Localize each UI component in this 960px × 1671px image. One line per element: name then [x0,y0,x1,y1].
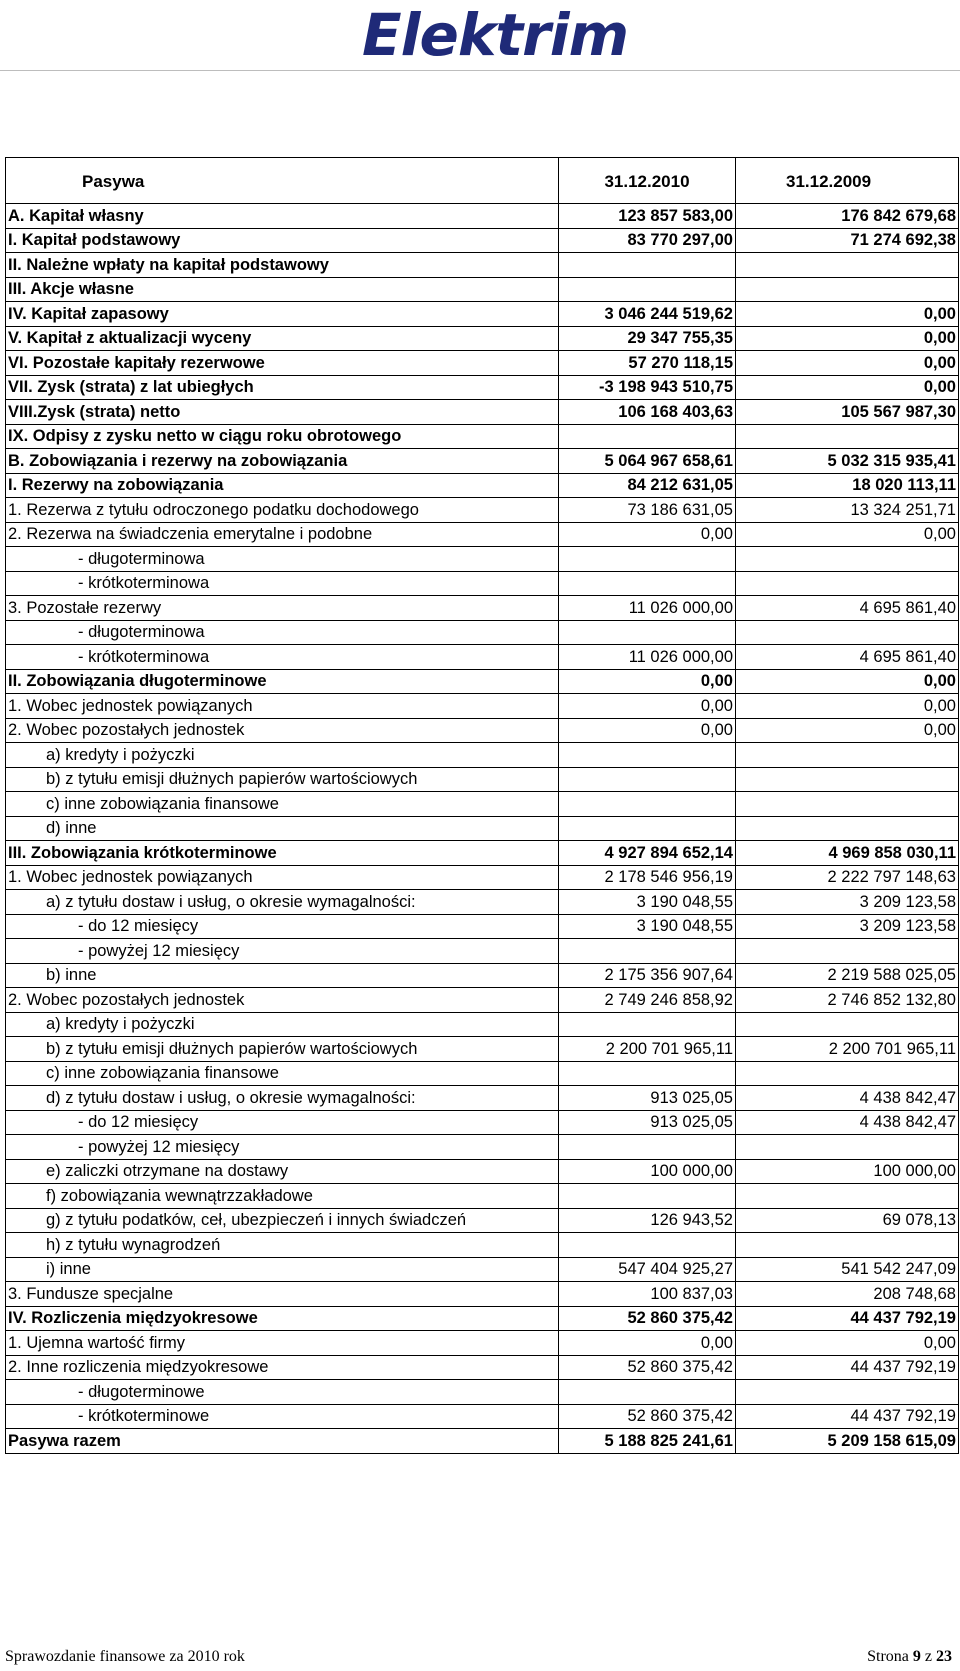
value-2010 [559,277,736,302]
table-row [6,547,959,572]
table-row [6,1282,959,1307]
value-2010: 3 190 048,55 [559,914,736,939]
value-2010 [559,571,736,596]
table-row [6,375,959,400]
row-label: IV. Rozliczenia międzyokresowe [6,1306,559,1331]
value-2009: 0,00 [736,351,959,376]
value-2010: 57 270 118,15 [559,351,736,376]
table-row [6,302,959,327]
balance-sheet-table [5,157,959,1454]
row-label: - krótkoterminowe [6,1404,559,1429]
table-row [6,792,959,817]
value-2010: 11 026 000,00 [559,596,736,621]
table-row [6,620,959,645]
table-row [6,1208,959,1233]
table-row [6,277,959,302]
value-2009: 4 969 858 030,11 [736,841,959,866]
row-label: V. Kapitał z aktualizacji wyceny [6,326,559,351]
table-row [6,1331,959,1356]
row-label: 1. Rezerwa z tytułu odroczonego podatku dochodowego [6,498,559,523]
row-label: g) z tytułu podatków, ceł, ubezpieczeń i innych świadczeń [6,1208,559,1233]
table-row [6,473,959,498]
value-2010: 913 025,05 [559,1110,736,1135]
table-row [6,645,959,670]
value-2009: 44 437 792,19 [736,1404,959,1429]
value-2010: 2 175 356 907,64 [559,963,736,988]
table-row [6,1404,959,1429]
value-2009: 69 078,13 [736,1208,959,1233]
elektrim-logo: Elektrim [362,1,629,69]
row-label: 2. Wobec pozostałych jednostek [6,988,559,1013]
table-row [6,1086,959,1111]
value-2009: 176 842 679,68 [736,204,959,229]
row-label: c) inne zobowiązania finansowe [6,792,559,817]
row-label: 2. Inne rozliczenia międzyokresowe [6,1355,559,1380]
table-row [6,694,959,719]
table-row [6,253,959,278]
value-2009: 208 748,68 [736,1282,959,1307]
value-2009 [736,547,959,572]
table-row [6,498,959,523]
row-label: III. Akcje własne [6,277,559,302]
row-label: - krótkoterminowa [6,645,559,670]
table-row [6,743,959,768]
value-2009: 4 695 861,40 [736,596,959,621]
table-row [6,596,959,621]
row-label: 1. Wobec jednostek powiązanych [6,865,559,890]
value-2010 [559,1184,736,1209]
value-2009: 0,00 [736,375,959,400]
value-2009 [736,816,959,841]
table-row [6,351,959,376]
footer-page-separator: z [920,1648,936,1665]
value-2010: 100 000,00 [559,1159,736,1184]
value-2010 [559,1135,736,1160]
table-row [6,1429,959,1454]
value-2010: 0,00 [559,669,736,694]
value-2009: 0,00 [736,326,959,351]
row-label: b) inne [6,963,559,988]
value-2009: 71 274 692,38 [736,228,959,253]
row-label: 3. Pozostałe rezerwy [6,596,559,621]
row-label: a) z tytułu dostaw i usług, o okresie wymagalności: [6,890,559,915]
table-row [6,767,959,792]
table-row [6,865,959,890]
table-row [6,718,959,743]
row-label: VIII.Zysk (strata) netto [6,400,559,425]
row-label: - długoterminowe [6,1380,559,1405]
value-2010 [559,939,736,964]
table-row [6,1135,959,1160]
value-2009: 4 438 842,47 [736,1110,959,1135]
value-2009: 44 437 792,19 [736,1355,959,1380]
value-2010: 0,00 [559,1331,736,1356]
row-label: A. Kapitał własny [6,204,559,229]
value-2010 [559,1380,736,1405]
value-2010: 83 770 297,00 [559,228,736,253]
value-2010: 0,00 [559,522,736,547]
row-label: VI. Pozostałe kapitały rezerwowe [6,351,559,376]
value-2009: 13 324 251,71 [736,498,959,523]
value-2009: 541 542 247,09 [736,1257,959,1282]
value-2010 [559,1061,736,1086]
value-2009 [736,1380,959,1405]
value-2009 [736,620,959,645]
value-2010: 913 025,05 [559,1086,736,1111]
row-label: e) zaliczki otrzymane na dostawy [6,1159,559,1184]
value-2009: 2 200 701 965,11 [736,1037,959,1062]
value-2010: 100 837,03 [559,1282,736,1307]
value-2010: 2 178 546 956,19 [559,865,736,890]
value-2010: 2 749 246 858,92 [559,988,736,1013]
value-2010: 126 943,52 [559,1208,736,1233]
value-2009 [736,277,959,302]
row-label: III. Zobowiązania krótkoterminowe [6,841,559,866]
value-2010: 0,00 [559,718,736,743]
value-2010: 3 046 244 519,62 [559,302,736,327]
value-2009 [736,1135,959,1160]
value-2010: -3 198 943 510,75 [559,375,736,400]
footer-page-number [867,1648,952,1666]
value-2010: 11 026 000,00 [559,645,736,670]
row-label: - do 12 miesięcy [6,1110,559,1135]
table-row [6,841,959,866]
value-2010 [559,1012,736,1037]
value-2009: 18 020 113,11 [736,473,959,498]
value-2010 [559,620,736,645]
value-2010: 3 190 048,55 [559,890,736,915]
value-2010: 2 200 701 965,11 [559,1037,736,1062]
row-label: b) z tytułu emisji dłużnych papierów wartościowych [6,1037,559,1062]
table-row [6,400,959,425]
row-label: VII. Zysk (strata) z lat ubiegłych [6,375,559,400]
row-label: 2. Wobec pozostałych jednostek [6,718,559,743]
table-row [6,890,959,915]
value-2010: 0,00 [559,694,736,719]
value-2010: 73 186 631,05 [559,498,736,523]
table-row [6,204,959,229]
value-2009 [736,743,959,768]
table-row [6,988,959,1013]
row-label: 1. Ujemna wartość firmy [6,1331,559,1356]
table-row [6,571,959,596]
value-2009 [736,424,959,449]
value-2010: 5 064 967 658,61 [559,449,736,474]
table-row [6,522,959,547]
footer-total-pages: 23 [936,1648,952,1665]
row-label: I. Kapitał podstawowy [6,228,559,253]
value-2009: 0,00 [736,694,959,719]
value-2009: 4 438 842,47 [736,1086,959,1111]
value-2009: 0,00 [736,669,959,694]
row-label: 1. Wobec jednostek powiązanych [6,694,559,719]
table-row [6,816,959,841]
row-label: Pasywa razem [6,1429,559,1454]
table-row [6,228,959,253]
footer-page-prefix: Strona [867,1648,913,1665]
value-2010 [559,253,736,278]
value-2009: 100 000,00 [736,1159,959,1184]
page-header [0,0,960,71]
value-2010: 52 860 375,42 [559,1404,736,1429]
value-2009 [736,253,959,278]
value-2009: 2 219 588 025,05 [736,963,959,988]
value-2010 [559,1233,736,1258]
value-2009: 2 222 797 148,63 [736,865,959,890]
value-2010: 4 927 894 652,14 [559,841,736,866]
table-row [6,1159,959,1184]
value-2010 [559,767,736,792]
row-label: IX. Odpisy z zysku netto w ciągu roku obrotowego [6,424,559,449]
value-2009 [736,939,959,964]
table-row [6,1355,959,1380]
row-label: - krótkoterminowa [6,571,559,596]
table-row [6,669,959,694]
value-2010 [559,792,736,817]
row-label: 2. Rezerwa na świadczenia emerytalne i podobne [6,522,559,547]
row-label: B. Zobowiązania i rezerwy na zobowiązania [6,449,559,474]
table-header-row [6,158,959,204]
value-2009: 0,00 [736,1331,959,1356]
row-label: i) inne [6,1257,559,1282]
table-row [6,326,959,351]
value-2009: 3 209 123,58 [736,914,959,939]
table-row [6,914,959,939]
row-label: f) zobowiązania wewnątrzzakładowe [6,1184,559,1209]
value-2009 [736,792,959,817]
table-row [6,963,959,988]
table-row [6,1380,959,1405]
value-2010 [559,816,736,841]
value-2010: 547 404 925,27 [559,1257,736,1282]
row-label: - do 12 miesięcy [6,914,559,939]
footer-current-page: 9 [912,1648,921,1665]
value-2009: 0,00 [736,302,959,327]
table-row [6,939,959,964]
row-label: a) kredyty i pożyczki [6,743,559,768]
table-row [6,1037,959,1062]
value-2010: 52 860 375,42 [559,1306,736,1331]
table-row [6,1061,959,1086]
column-header-2009: 31.12.2009 [736,158,959,204]
row-label: - długoterminowa [6,547,559,572]
value-2010: 5 188 825 241,61 [559,1429,736,1454]
table-row [6,1184,959,1209]
value-2009: 0,00 [736,718,959,743]
footer-report-title: Sprawozdanie finansowe za 2010 rok [5,1648,245,1665]
value-2009 [736,1233,959,1258]
value-2009 [736,1012,959,1037]
row-label: 3. Fundusze specjalne [6,1282,559,1307]
row-label: I. Rezerwy na zobowiązania [6,473,559,498]
value-2009: 3 209 123,58 [736,890,959,915]
row-label: b) z tytułu emisji dłużnych papierów wartościowych [6,767,559,792]
row-label: h) z tytułu wynagrodzeń [6,1233,559,1258]
row-label: II. Zobowiązania długoterminowe [6,669,559,694]
value-2009 [736,571,959,596]
table-row [6,449,959,474]
value-2010 [559,743,736,768]
value-2010: 29 347 755,35 [559,326,736,351]
value-2009: 0,00 [736,522,959,547]
row-label: a) kredyty i pożyczki [6,1012,559,1037]
row-label: - powyżej 12 miesięcy [6,939,559,964]
value-2010 [559,547,736,572]
value-2010: 84 212 631,05 [559,473,736,498]
table-row [6,1257,959,1282]
table-row [6,1233,959,1258]
table-row [6,1110,959,1135]
value-2009: 105 567 987,30 [736,400,959,425]
row-label: - długoterminowa [6,620,559,645]
row-label: II. Należne wpłaty na kapitał podstawowy [6,253,559,278]
value-2009: 4 695 861,40 [736,645,959,670]
value-2010: 123 857 583,00 [559,204,736,229]
value-2010: 106 168 403,63 [559,400,736,425]
value-2009 [736,767,959,792]
column-header-pasywa: Pasywa [6,158,559,204]
table-row [6,1306,959,1331]
row-label: d) z tytułu dostaw i usług, o okresie wymagalności: [6,1086,559,1111]
row-label: c) inne zobowiązania finansowe [6,1061,559,1086]
row-label: IV. Kapitał zapasowy [6,302,559,327]
value-2010 [559,424,736,449]
column-header-2010: 31.12.2010 [559,158,736,204]
value-2009: 5 209 158 615,09 [736,1429,959,1454]
value-2009: 2 746 852 132,80 [736,988,959,1013]
value-2009: 5 032 315 935,41 [736,449,959,474]
table-row [6,1012,959,1037]
value-2010: 52 860 375,42 [559,1355,736,1380]
value-2009: 44 437 792,19 [736,1306,959,1331]
value-2009 [736,1184,959,1209]
table-row [6,424,959,449]
row-label: d) inne [6,816,559,841]
value-2009 [736,1061,959,1086]
row-label: - powyżej 12 miesięcy [6,1135,559,1160]
